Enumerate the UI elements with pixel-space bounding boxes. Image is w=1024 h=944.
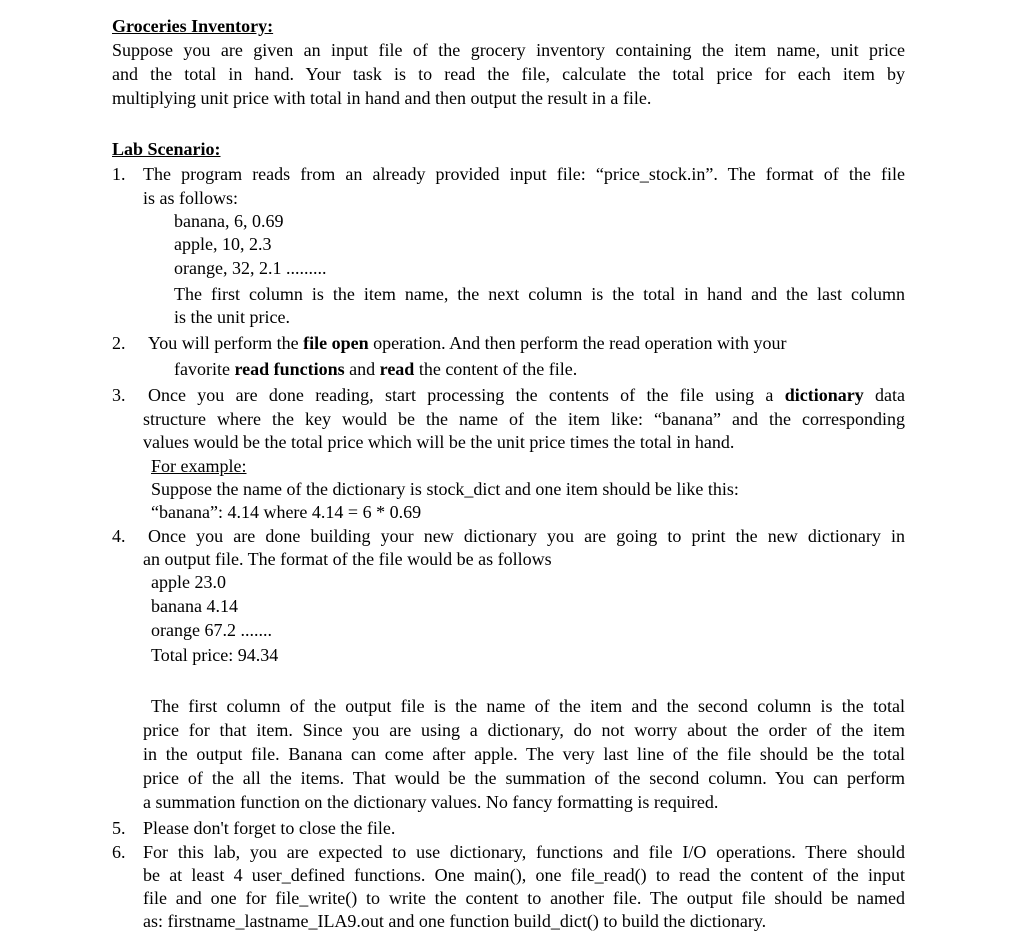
item3-line-3: values would be the total price which will be the unit price times the total in hand. (143, 432, 735, 452)
item2-text-and: and (344, 359, 380, 379)
list-number-1: 1. (112, 164, 126, 184)
output-sample-total: Total price: 94.34 (151, 645, 279, 665)
item6-line-1: For this lab, you are expected to use dictionary, functions and file I/O operations. There should (143, 842, 905, 862)
item1-line-1: The program reads from an already provided input file: “price_stock.in”. The format of the file (143, 164, 905, 184)
input-sample-line-2: apple, 10, 2.3 (174, 234, 272, 254)
intro-line-2: and the total in hand. Your task is to read the file, calculate the total price for each item by (112, 64, 905, 84)
item3-line-1 (148, 384, 905, 408)
output-sample-line-2: banana 4.14 (151, 596, 238, 616)
item2-bold-read-functions: read functions (234, 359, 345, 379)
item5-text: Please don't forget to close the file. (143, 818, 396, 838)
item2-line-2 (174, 358, 577, 382)
item2-text-favorite: favorite (174, 359, 235, 379)
section-heading-groceries-inventory: Groceries Inventory: (112, 16, 274, 36)
item4-line-1: Once you are done building your new dictionary you are going to print the new dictionary in (148, 526, 905, 546)
item1-line-2: is as follows: (143, 188, 239, 208)
item1-after-line-1: The first column is the item name, the next column is the total in hand and the last column (174, 284, 905, 304)
input-sample-line-1: banana, 6, 0.69 (174, 211, 284, 231)
input-sample-line-3: orange, 32, 2.1 ......... (174, 258, 327, 278)
item4-para-line-2: price for that item. Since you are using a dictionary, do not worry about the order of the item (143, 720, 905, 740)
example-line-2: “banana”: 4.14 where 4.14 = 6 * 0.69 (151, 502, 422, 522)
list-number-2: 2. (112, 333, 126, 353)
item2-bold-read: read (379, 359, 415, 379)
list-number-5: 5. (112, 818, 126, 838)
item6-line-3: file and one for file_write() to write the content to another file. The output file should be named (143, 888, 905, 908)
example-line-1: Suppose the name of the dictionary is stock_dict and one item should be like this: (151, 479, 739, 499)
item2-text-c: operation. And then perform the read operation with your (368, 333, 787, 353)
item3-bold-dictionary: dictionary (784, 385, 864, 405)
item2-text-a: You will perform the (148, 333, 304, 353)
item2-bold-file-open: file open (303, 333, 369, 353)
item3-text-a: Once you are done reading, start processing the contents of the file using a (148, 385, 785, 405)
output-sample-line-1: apple 23.0 (151, 572, 226, 592)
list-number-6: 6. (112, 842, 126, 862)
output-sample-line-3: orange 67.2 ....... (151, 620, 272, 640)
item3-text-c: data (863, 385, 905, 405)
example-label: For example: (151, 456, 247, 476)
item6-line-4: as: firstname_lastname_ILA9.out and one function build_dict() to build the dictionary. (143, 911, 767, 931)
item4-para-line-1: The first column of the output file is the name of the item and the second column is the total (151, 696, 905, 716)
list-number-4: 4. (112, 526, 126, 546)
item1-after-line-2: is the unit price. (174, 307, 290, 327)
item4-para-line-3: in the output file. Banana can come after apple. The very last line of the file should be the total (143, 744, 905, 764)
item4-para-line-5: a summation function on the dictionary values. No fancy formatting is required. (143, 792, 719, 812)
item2-line-1 (148, 332, 787, 356)
list-number-3: 3. (112, 385, 126, 405)
section-heading-lab-scenario: Lab Scenario: (112, 139, 221, 159)
item3-line-2: structure where the key would be the name of the item like: “banana” and the corresponding (143, 409, 905, 429)
intro-line-3: multiplying unit price with total in hand and then output the result in a file. (112, 88, 652, 108)
item4-para-line-4: price of the all the items. That would be the summation of the second column. You can perform (143, 768, 905, 788)
intro-line-1: Suppose you are given an input file of the grocery inventory containing the item name, unit price (112, 40, 905, 60)
item6-line-2: be at least 4 user_defined functions. One main(), one file_read() to read the content of the input (143, 865, 905, 885)
item4-line-2: an output file. The format of the file would be as follows (143, 549, 552, 569)
item2-text-end: the content of the file. (414, 359, 578, 379)
